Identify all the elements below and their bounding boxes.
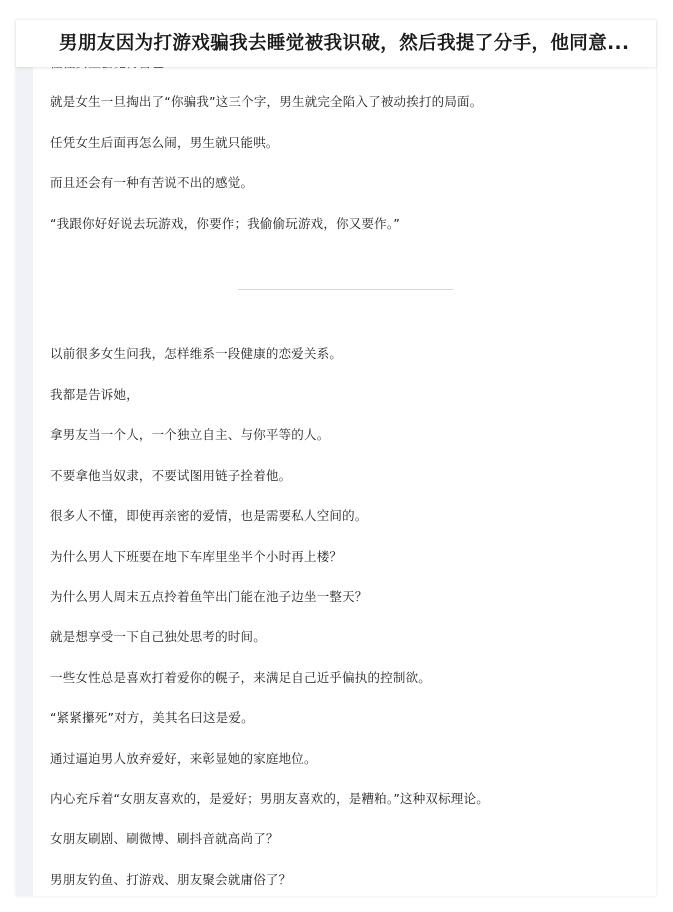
article-title: 男朋友因为打游戏骗我去睡觉被我识破，然后我提了分手，他同意... [59,33,630,54]
paragraph-10: 为什么男人下班要在地下车库里坐半个小时再上楼？ [50,549,343,564]
paragraph-11: 为什么男人周末五点拎着鱼竿出门能在池子边坐一整天？ [50,589,368,604]
paragraph-5: 以前很多女生问我，怎样维系一段健康的恋爱关系。 [50,346,343,361]
paragraph-8: 不要拿他当奴隶，不要试图用链子拴着他。 [50,468,292,483]
paragraph-16: 内心充斥着“女朋友喜欢的，是爱好；男朋友喜欢的，是糟粕。”这种双标理论。 [50,791,489,806]
paragraph-6: 我都是告诉她， [50,387,139,402]
paragraph-9: 很多人不懂，即使再亲密的爱情，也是需要私人空间的。 [50,508,368,523]
paragraph-12: 就是想享受一下自己独处思考的时间。 [50,629,266,644]
left-rail [16,20,33,896]
paragraph-7: 拿男友当一个人，一个独立自主、与你平等的人。 [50,427,330,442]
paragraph-2: 任凭女生后面再怎么闹，男生就只能哄。 [50,135,279,150]
paragraph-13: 一些女性总是喜欢打着爱你的幌子，来满足自己近乎偏执的控制欲。 [50,670,432,685]
paragraph-4: “我跟你好好说去玩游戏，你要作；我偷偷玩游戏，你又要作。” [50,216,401,231]
section-divider [238,289,453,290]
paragraph-3: 而且还会有一种有苦说不出的感觉。 [50,175,254,190]
paragraph-18: 男朋友钓鱼、打游戏、朋友聚会就庸俗了？ [50,872,292,887]
paragraph-15: 通过逼迫男人放弃爱好，来彰显她的家庭地位。 [50,751,317,766]
paragraph-14: “紧紧攥死”对方，美其名曰这是爱。 [50,710,254,725]
paragraph-17: 女朋友刷剧、刷微博、刷抖音就高尚了？ [50,831,279,846]
title-bar [16,20,656,67]
paragraph-1: 就是女生一旦掏出了“你骗我”这三个字，男生就完全陷入了被动挨打的局面。 [50,94,483,109]
